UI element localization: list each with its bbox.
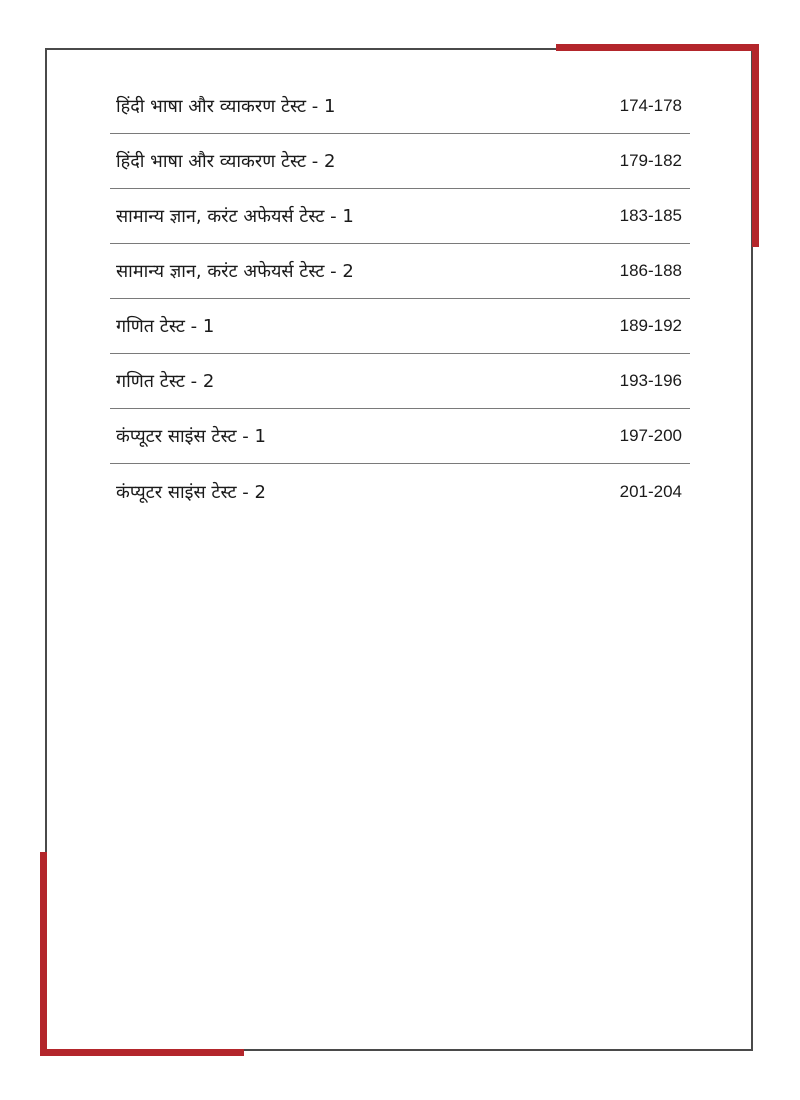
corner-accent-top-right-vertical <box>752 44 759 247</box>
toc-entry-title: गणित टेस्ट - 1 <box>116 316 215 337</box>
toc-entry-pages: 179-182 <box>619 151 682 170</box>
toc-entry-title: कंप्यूटर साइंस टेस्ट - 1 <box>116 426 266 447</box>
toc-entry <box>110 409 690 464</box>
toc-entry <box>110 79 690 134</box>
corner-accent-top-right-horizontal <box>556 44 759 51</box>
corner-accent-bottom-left-vertical <box>40 852 47 1056</box>
toc-entry-title: सामान्य ज्ञान, करंट अफेयर्स टेस्ट - 2 <box>116 261 354 282</box>
toc-entry-pages: 174-178 <box>619 96 682 115</box>
toc-entry-title: हिंदी भाषा और व्याकरण टेस्ट - 1 <box>116 96 336 117</box>
toc-entry <box>110 354 690 409</box>
toc-entry-title: सामान्य ज्ञान, करंट अफेयर्स टेस्ट - 1 <box>116 206 354 227</box>
toc-entry <box>110 299 690 354</box>
toc-entry-pages: 189-192 <box>619 316 682 335</box>
toc-entry-title: हिंदी भाषा और व्याकरण टेस्ट - 2 <box>116 151 336 172</box>
toc-entry-pages: 201-204 <box>619 481 682 501</box>
toc-entry <box>110 134 690 189</box>
toc-entry <box>110 189 690 244</box>
toc-entry <box>110 244 690 299</box>
toc-entry-pages: 193-196 <box>619 371 682 390</box>
corner-accent-bottom-left-horizontal <box>40 1049 244 1056</box>
toc-entry-title: गणित टेस्ट - 2 <box>116 371 215 392</box>
toc-entry <box>110 464 690 519</box>
table-of-contents <box>110 79 690 519</box>
toc-entry-pages: 186-188 <box>619 261 682 280</box>
toc-entry-title: कंप्यूटर साइंस टेस्ट - 2 <box>116 481 266 503</box>
toc-entry-pages: 183-185 <box>619 206 682 225</box>
toc-entry-pages: 197-200 <box>619 426 682 445</box>
